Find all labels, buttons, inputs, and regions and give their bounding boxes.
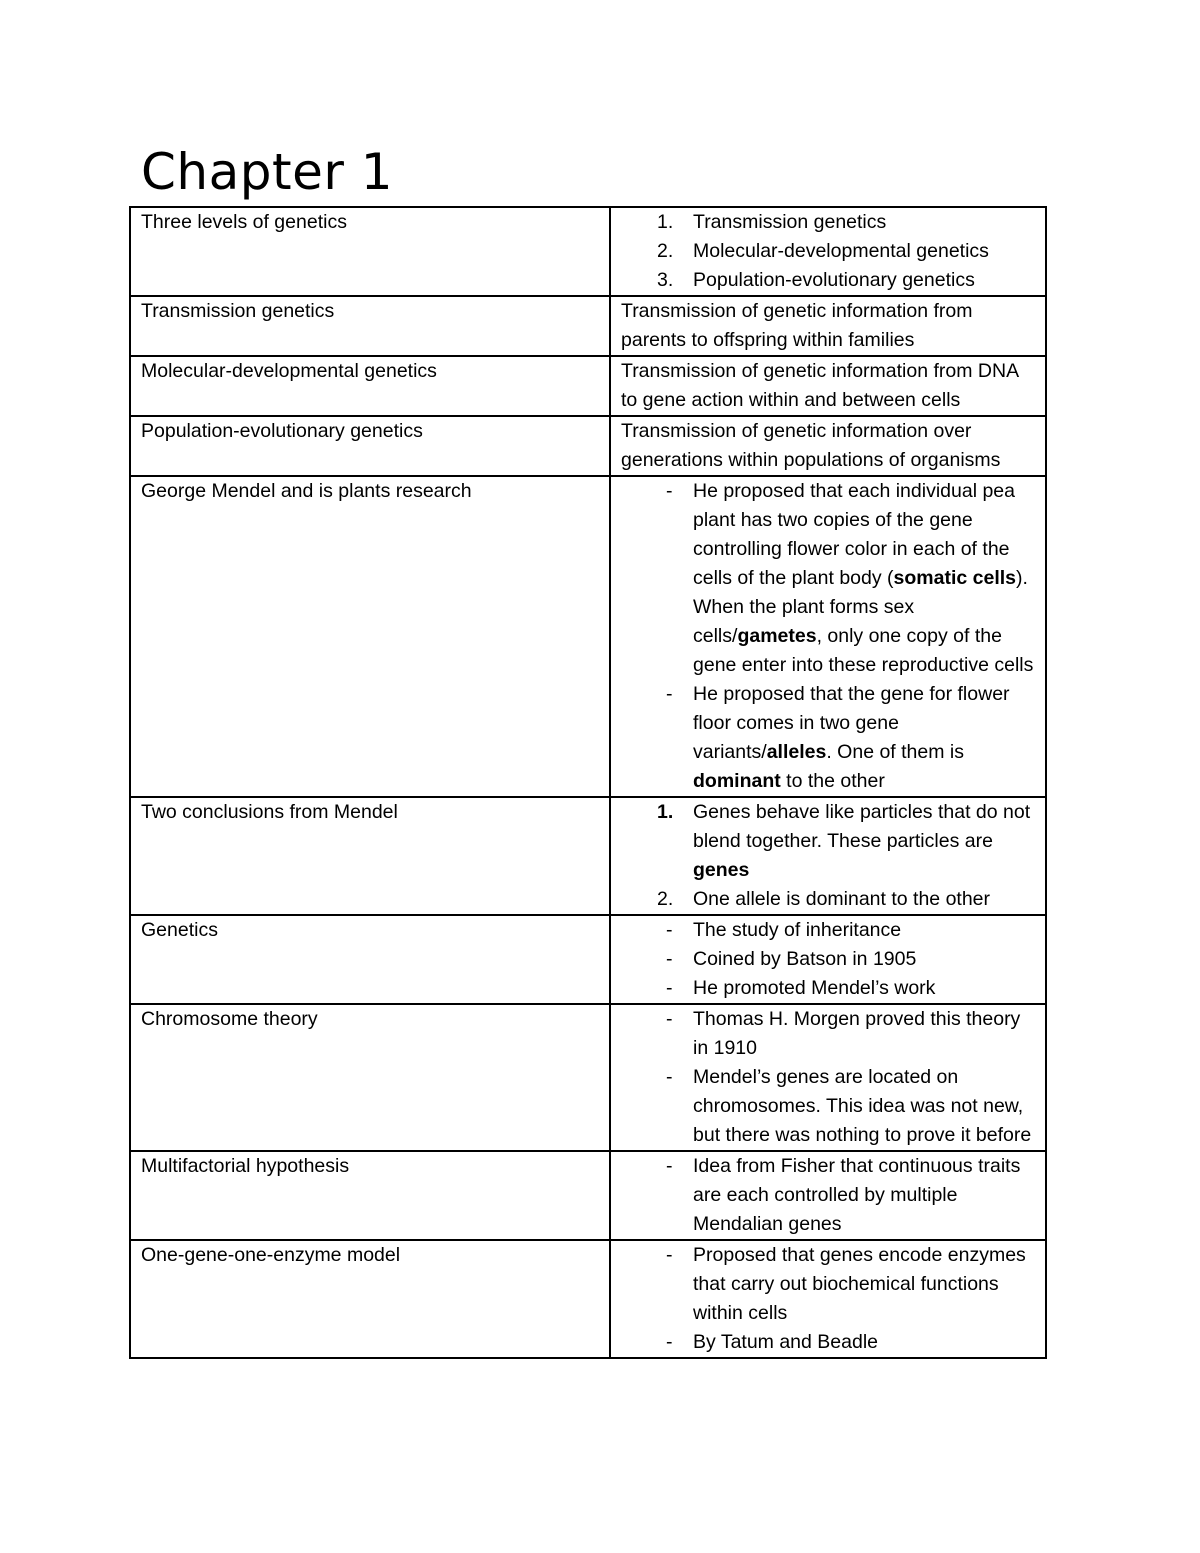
text-run: He proposed that each individual pea plant has two copies of the gene controlling flower color in each of the cells of the plant body ( — [693, 480, 1015, 589]
detail-cell — [610, 476, 1046, 797]
dash-bullet: - — [666, 480, 673, 502]
dash-bullet: - — [666, 919, 673, 941]
key-term: dominant — [693, 770, 781, 792]
list-item — [621, 680, 1035, 796]
detail-cell: Transmission of genetic information from DNA to gene action within and between cells — [610, 356, 1046, 416]
list-item-text: The study of inheritance — [693, 919, 902, 941]
list-item-text: He promoted Mendel’s work — [693, 977, 936, 999]
table-row — [130, 1240, 1046, 1358]
key-term: alleles — [766, 741, 827, 763]
dash-bullet: - — [666, 977, 673, 999]
text-run: Genes behave like particles that do not blend together. These particles are — [693, 801, 1031, 852]
list-item-text: Mendel’s genes are located on chromosomes. This idea was not new, but there was nothing to prove it before — [693, 1066, 1032, 1146]
list-item — [621, 798, 1035, 885]
page-title: Chapter 1 — [141, 143, 394, 201]
detail-cell — [610, 207, 1046, 296]
list-item-text — [693, 480, 1033, 676]
dash-bullet: - — [666, 1331, 673, 1353]
notes-table-body — [130, 207, 1046, 1358]
list-item — [621, 1241, 1035, 1328]
dash-bullet: - — [666, 1008, 673, 1030]
detail-cell: Transmission of genetic information over generations within populations of organisms — [610, 416, 1046, 476]
table-row — [130, 1151, 1046, 1240]
detail-list — [621, 1241, 1035, 1357]
dash-bullet: - — [666, 948, 673, 970]
list-item — [621, 477, 1035, 680]
table-row — [130, 296, 1046, 356]
list-item — [621, 1328, 1035, 1357]
detail-list — [621, 208, 1035, 295]
text-run: He proposed that the gene for flower floor comes in two gene variants/ — [693, 683, 1010, 763]
table-row — [130, 207, 1046, 296]
table-row — [130, 476, 1046, 797]
list-number: 3. — [657, 269, 674, 291]
list-item-text: Proposed that genes encode enzymes that carry out biochemical functions within cells — [693, 1244, 1026, 1324]
detail-list — [621, 1152, 1035, 1239]
detail-cell — [610, 1151, 1046, 1240]
term-cell: Molecular-developmental genetics — [130, 356, 610, 416]
term-cell: One-gene-one-enzyme model — [130, 1240, 610, 1358]
list-item — [621, 945, 1035, 974]
detail-cell: Transmission of genetic information from parents to offspring within families — [610, 296, 1046, 356]
list-item — [621, 1005, 1035, 1063]
table-row — [130, 797, 1046, 915]
list-item-text: Coined by Batson in 1905 — [693, 948, 917, 970]
key-term: gametes — [737, 625, 817, 647]
term-cell: Chromosome theory — [130, 1004, 610, 1151]
list-item — [621, 974, 1035, 1003]
term-cell: Three levels of genetics — [130, 207, 610, 296]
list-item — [621, 266, 1035, 295]
list-number: 1. — [657, 211, 674, 233]
table-row — [130, 416, 1046, 476]
dash-bullet: - — [666, 1244, 673, 1266]
dash-bullet: - — [666, 1155, 673, 1177]
list-item-text: By Tatum and Beadle — [693, 1331, 879, 1353]
term-cell: George Mendel and is plants research — [130, 476, 610, 797]
detail-list — [621, 1005, 1035, 1150]
dash-bullet: - — [666, 683, 673, 705]
list-item-text — [693, 801, 1030, 881]
list-item-text: Population-evolutionary genetics — [693, 269, 975, 291]
list-item-text: Molecular-developmental genetics — [693, 240, 989, 262]
term-cell: Population-evolutionary genetics — [130, 416, 610, 476]
detail-list — [621, 477, 1035, 796]
term-cell: Multifactorial hypothesis — [130, 1151, 610, 1240]
table-row — [130, 356, 1046, 416]
list-item — [621, 208, 1035, 237]
list-number: 1. — [657, 801, 674, 823]
detail-list — [621, 916, 1035, 1003]
term-cell: Two conclusions from Mendel — [130, 797, 610, 915]
list-item-text: Transmission genetics — [693, 211, 887, 233]
list-item — [621, 1152, 1035, 1239]
term-cell: Genetics — [130, 915, 610, 1004]
list-item — [621, 237, 1035, 266]
list-number: 2. — [657, 240, 674, 262]
text-run: , only one copy of the gene enter into these reproductive cells — [693, 625, 1034, 676]
list-item-text: Idea from Fisher that continuous traits are each controlled by multiple Mendalian genes — [693, 1155, 1021, 1235]
text-run: . One of them is — [826, 741, 964, 763]
table-row — [130, 1004, 1046, 1151]
notes-table — [129, 206, 1047, 1359]
list-item — [621, 916, 1035, 945]
detail-list — [621, 798, 1035, 914]
list-item-text — [693, 683, 1010, 792]
dash-bullet: - — [666, 1066, 673, 1088]
list-item-text: One allele is dominant to the other — [693, 888, 991, 910]
key-term: genes — [693, 859, 750, 881]
text-run: to the other — [780, 770, 885, 792]
list-number: 2. — [657, 888, 674, 910]
detail-cell — [610, 1004, 1046, 1151]
list-item-text: Thomas H. Morgen proved this theory in 1910 — [693, 1008, 1021, 1059]
key-term: somatic cells — [893, 567, 1017, 589]
text-run: ). When the plant forms sex cells/ — [693, 567, 1028, 647]
term-cell: Transmission genetics — [130, 296, 610, 356]
list-item — [621, 885, 1035, 914]
detail-cell — [610, 797, 1046, 915]
table-row — [130, 915, 1046, 1004]
detail-cell — [610, 1240, 1046, 1358]
detail-cell — [610, 915, 1046, 1004]
list-item — [621, 1063, 1035, 1150]
